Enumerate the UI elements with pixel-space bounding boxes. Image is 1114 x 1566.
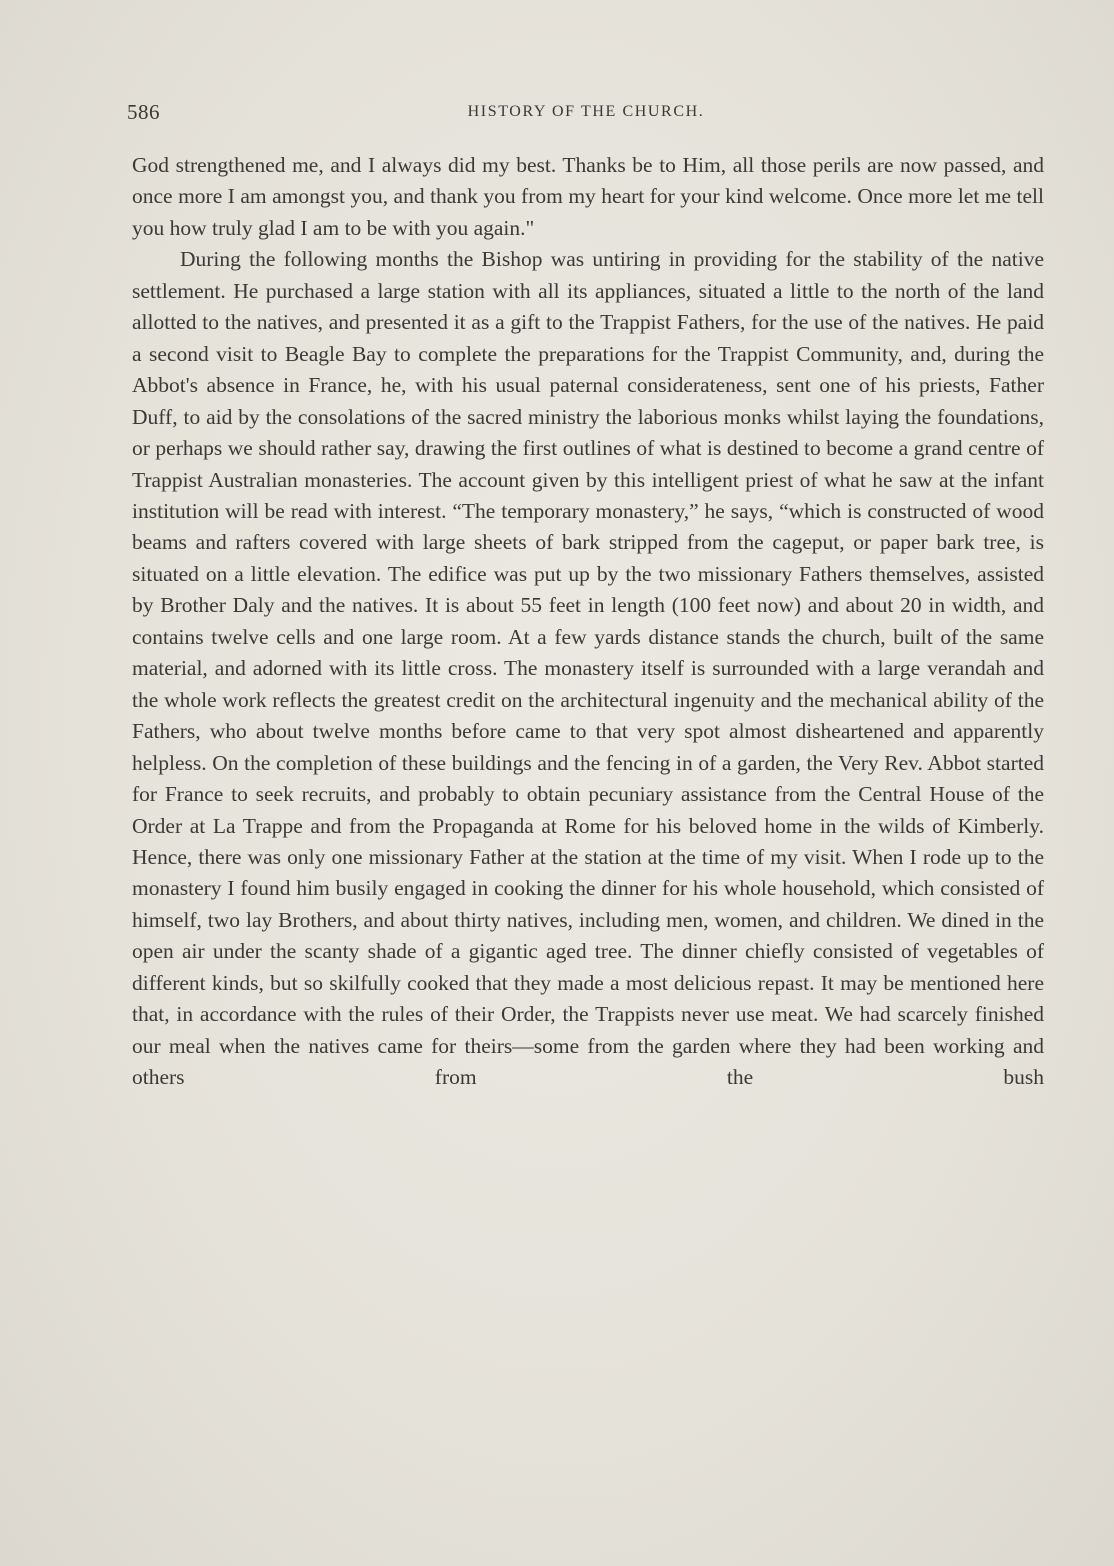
running-title: HISTORY OF THE CHURCH. <box>467 103 705 120</box>
page-number: 586 <box>127 100 160 124</box>
body-text <box>132 150 1044 1094</box>
paragraph-main: During the following months the Bishop was untiring in providing for the stability of the native settlement. He purchased a large station with all its appliances, situated a little to the north of the land allotted to the natives, and presented it as a gift to the Trappist Fathers, for the use of the natives. He paid a second visit to Beagle Bay to complete the preparations for the Trappist Community, and, during the Abbot's absence in France, he, with his usual paternal considerateness, sent one of his priests, Father Duff, to aid by the consolations of the sacred ministry the laborious monks whilst laying the foundations, or perhaps we should rather say, drawing the first outlines of what is destined to become a grand centre of Trappist Australian monasteries. The account given by this intelligent priest of what he saw at the infant institution will be read with interest. “The temporary monastery,” he says, “which is constructed of wood beams and rafters covered with large sheets of bark stripped from the cageput, or paper bark tree, is situated on a little elevation. The edifice was put up by the two missionary Fathers themselves, assisted by Brother Daly and the natives. It is about 55 feet in length (100 feet now) and about 20 in width, and contains twelve cells and one large room. At a few yards distance stands the church, built of the same material, and adorned with its little cross. The monastery itself is surrounded with a large verandah and the whole work reflects the greatest credit on the architectural ingenuity and the mechanical ability of the Fathers, who about twelve months before came to that very spot almost disheartened and apparently helpless. On the completion of these buildings and the fencing in of a garden, the Very Rev. Abbot started for France to seek recruits, and probably to obtain pecuniary assistance from the Central House of the Order at La Trappe and from the Propaganda at Rome for his beloved home in the wilds of Kimberly. Hence, there was only one missionary Father at the station at the time of my visit. When I rode up to the monastery I found him busily engaged in cooking the dinner for his whole household, which consisted of himself, two lay Brothers, and about thirty natives, including men, women, and children. We dined in the open air under the scanty shade of a gigantic aged tree. The dinner chiefly consisted of vegetables of different kinds, but so skilfully cooked that they made a most delicious repast. It may be mentioned here that, in accordance with the rules of their Order, the Trappists never use meat. We had scarcely finished our meal when the natives came for theirs—some from the garden where they had been working and others from the bush <box>132 247 1044 1090</box>
running-head <box>127 100 1045 128</box>
paragraph-continuation: God strengthened me, and I always did my best. Thanks be to Him, all those perils are now passed, and once more I am amongst you, and thank you from my heart for your kind welcome. Once more let me tell you how truly glad I am to be with you again." <box>132 153 1044 240</box>
